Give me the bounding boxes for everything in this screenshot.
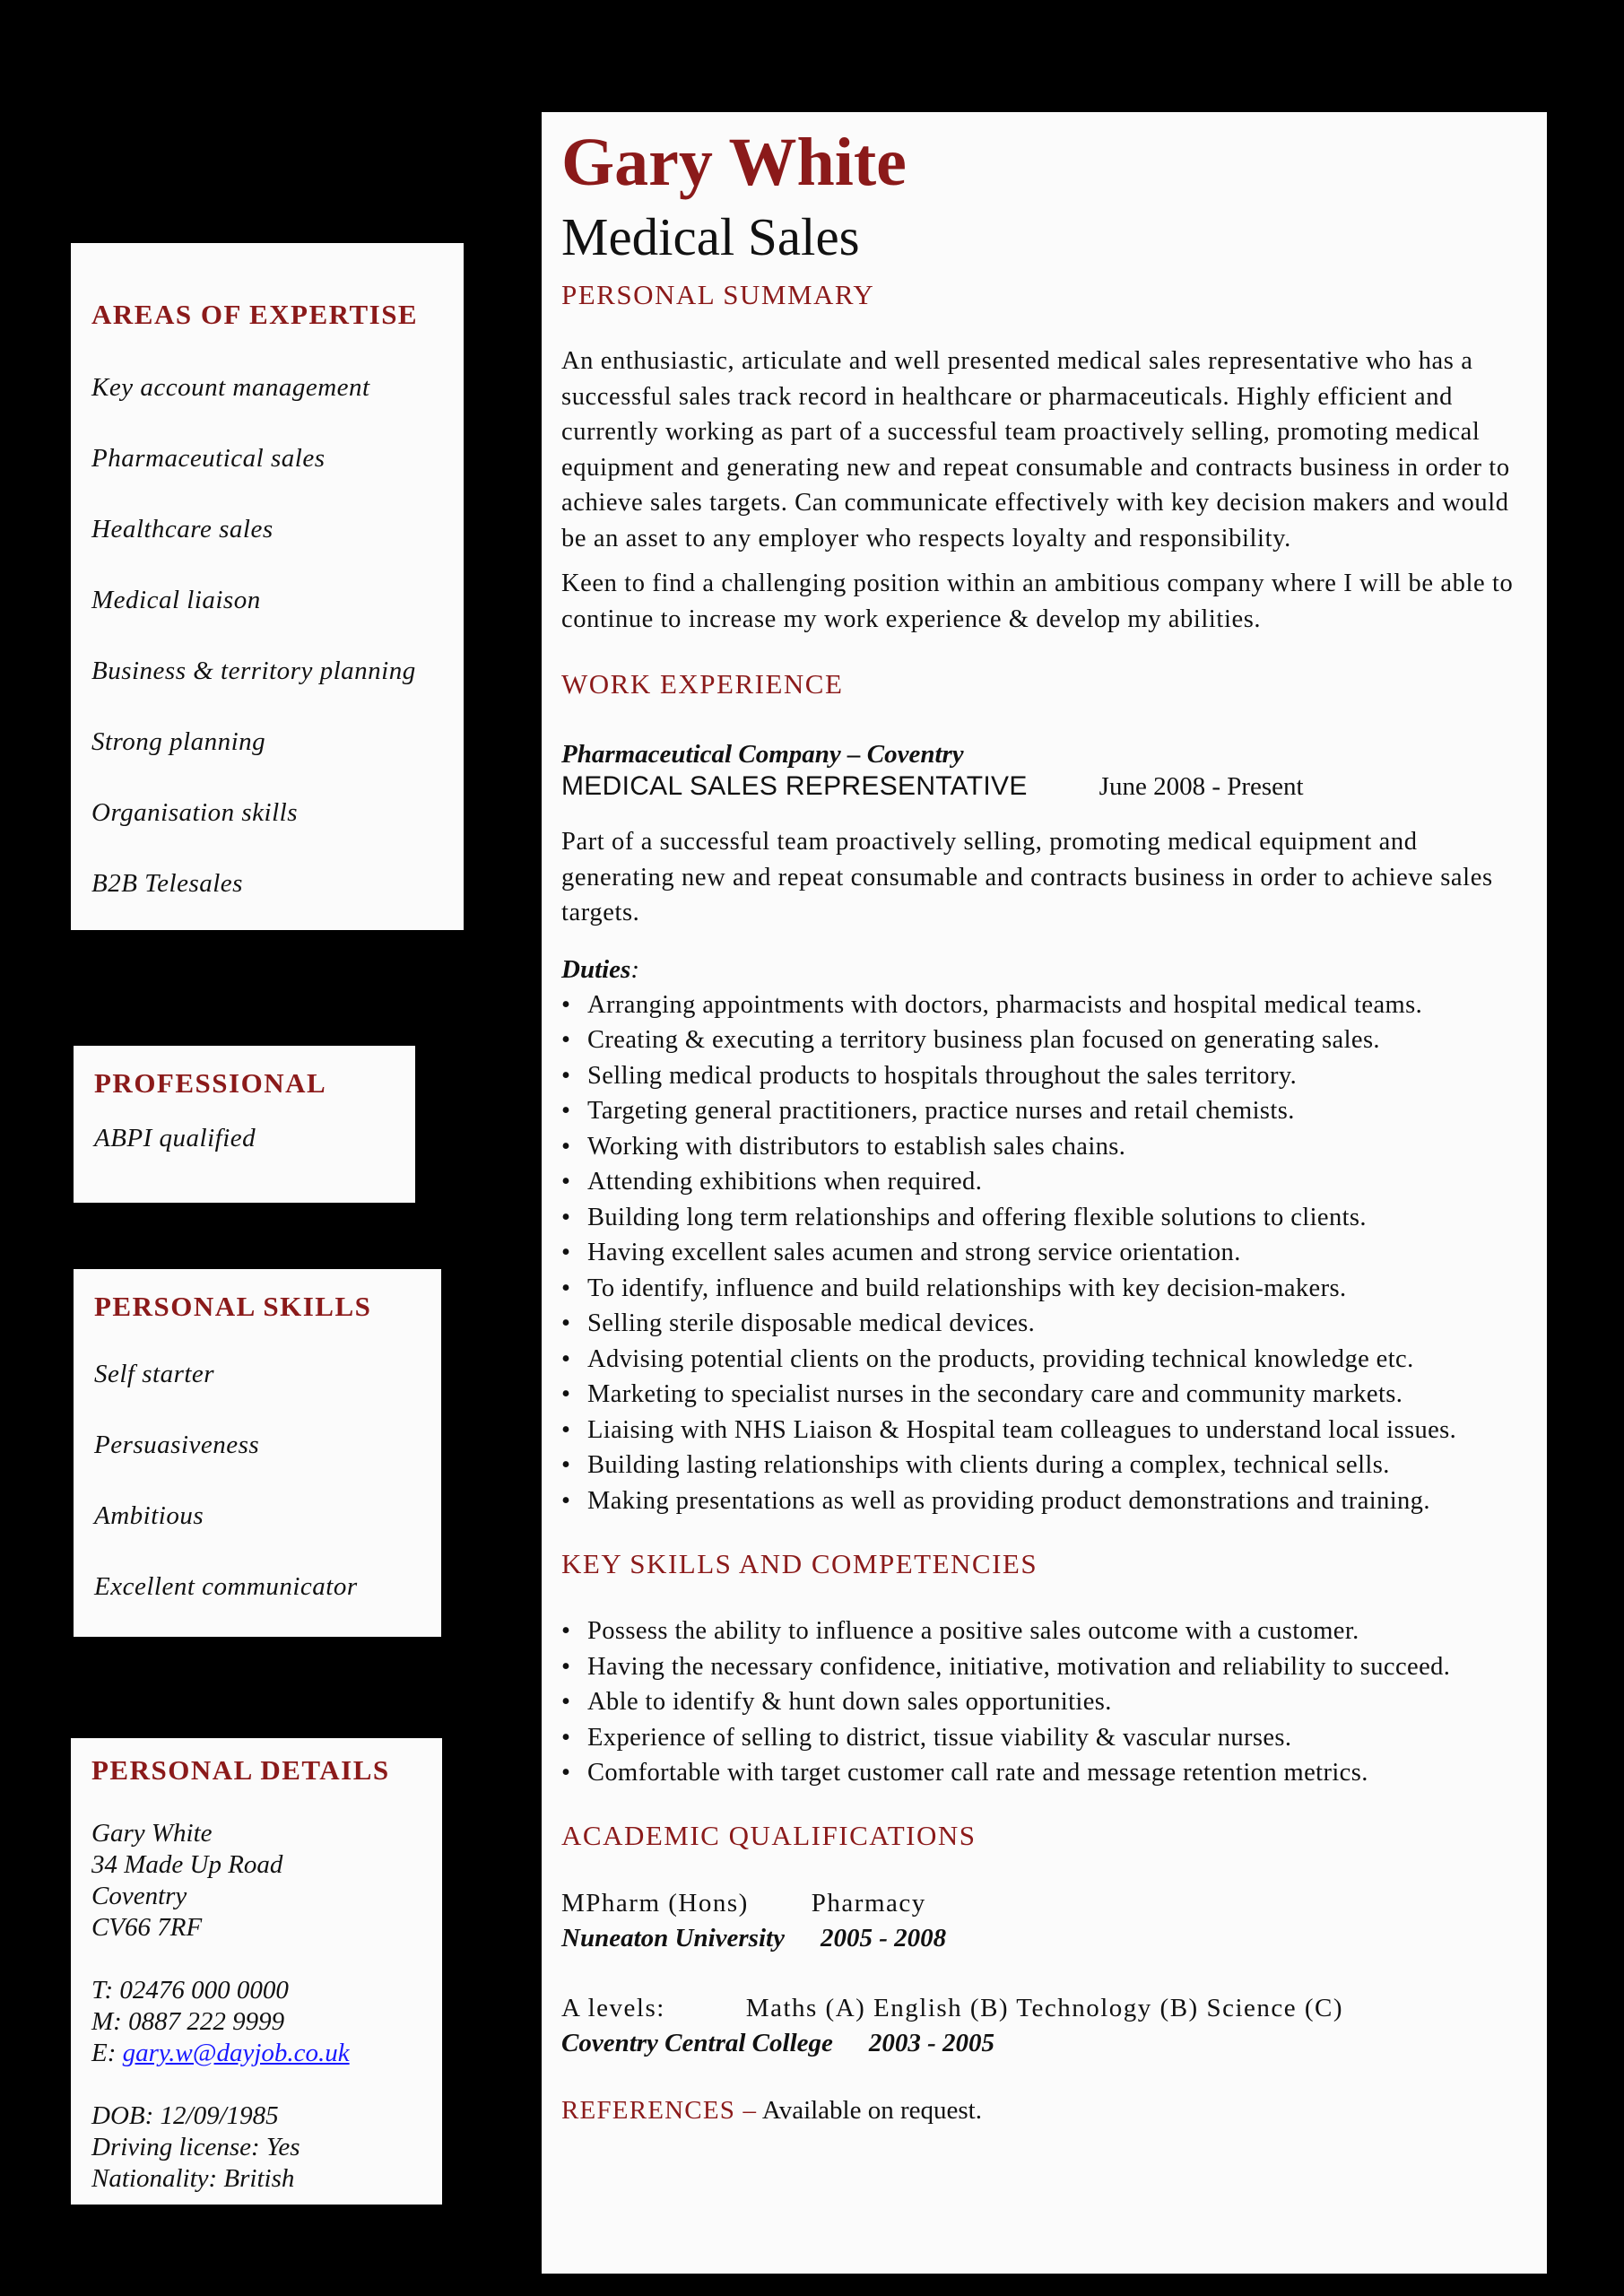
university-name: Nuneaton University (561, 1923, 785, 1952)
duty-item: • Marketing to specialist nurses in the secondary care and community markets. (561, 1377, 1547, 1413)
key-skill-item: • Possess the ability to influence a positive sales outcome with a customer. (561, 1613, 1547, 1649)
details-phone: T: 02476 000 0000 (91, 1976, 289, 2005)
duty-item: • Working with distributors to establish sales chains. (561, 1129, 1547, 1165)
personal-details-panel (71, 1738, 442, 2205)
summary-paragraph: An enthusiastic, articulate and well presented medical sales representative who has a successful sales track record in healthcare or pharmaceuticals. Highly efficient and currently working as part of a successful team proactively selling, promoting medical equipment and generating new and repeat consumable and contracts business in order to achieve sales targets. Can communicate effectively with key decision makers and would be an asset to any employer who respects loyalty and responsibility. (561, 347, 1510, 552)
duty-item: • Creating & executing a territory business plan focused on generating sales. (561, 1022, 1547, 1058)
details-driving: Driving license: Yes (91, 2133, 300, 2161)
expertise-item: Key account management (91, 373, 370, 402)
main-panel (542, 112, 1547, 2274)
duty-item: • Targeting general practitioners, practice nurses and retail chemists. (561, 1093, 1547, 1129)
details-name: Gary White (91, 1819, 213, 1848)
university-years: 2005 - 2008 (820, 1923, 947, 1952)
skill-item: Self starter (94, 1360, 215, 1388)
details-heading: PERSONAL DETAILS (91, 1754, 390, 1786)
duties-label (561, 952, 1547, 987)
details-address-line: 34 Made Up Road (91, 1850, 283, 1879)
summary-paragraph: Keen to find a challenging position within an ambitious company where I will be able to continue to increase my work experience & develop my abilities. (561, 570, 1514, 633)
alevels-label: A levels: (561, 1993, 665, 2022)
details-email-label: E: (91, 2039, 123, 2067)
college-years: 2003 - 2005 (868, 2028, 995, 2057)
key-skill-item: • Having the necessary confidence, initiative, motivation and reliability to succeed. (561, 1649, 1547, 1685)
expertise-item: Healthcare sales (91, 515, 274, 544)
expertise-item: Business & territory planning (91, 657, 416, 685)
role-title: MEDICAL SALES REPRESENTATIVE (561, 771, 1028, 801)
areas-of-expertise-panel (71, 243, 464, 930)
skills-heading: PERSONAL SKILLS (94, 1291, 372, 1322)
experience-heading: WORK EXPERIENCE (561, 668, 844, 700)
skill-item: Ambitious (94, 1501, 204, 1530)
duty-item: • Advising potential clients on the products, providing technical knowledge etc. (561, 1342, 1547, 1378)
duty-item: • Arranging appointments with doctors, pharmacists and hospital medical teams. (561, 987, 1547, 1023)
expertise-item: Organisation skills (91, 798, 298, 827)
key-skill-item: • Able to identify & hunt down sales opportunities. (561, 1684, 1547, 1720)
key-skills-heading: KEY SKILLS AND COMPETENCIES (561, 1548, 1038, 1579)
details-address-line: Coventry (91, 1882, 187, 1910)
duties-label-colon: : (630, 954, 640, 984)
email-link[interactable]: gary.w@dayjob.co.uk (122, 2039, 350, 2067)
role-row (561, 770, 1547, 803)
college-row (561, 2026, 1547, 2061)
skill-item: Excellent communicator (94, 1572, 358, 1601)
duty-item: • Having excellent sales acumen and strong service orientation. (561, 1235, 1547, 1271)
duties-list (561, 987, 1547, 1519)
role-dates: June 2008 - Present (1099, 772, 1304, 801)
expertise-item: Strong planning (91, 727, 266, 756)
degree-row (561, 1886, 1547, 1921)
details-nationality: Nationality: British (91, 2164, 295, 2193)
key-skill-item: • Experience of selling to district, tissue viability & vascular nurses. (561, 1720, 1547, 1756)
role-description: Part of a successful team proactively selling, promoting medical equipment and generating new and repeat consumable and contracts business in order to achieve sales targets. (561, 828, 1493, 926)
duty-item: • Selling medical products to hospitals throughout the sales territory. (561, 1058, 1547, 1094)
professional-panel (74, 1046, 415, 1203)
expertise-item: Medical liaison (91, 586, 261, 614)
professional-heading: PROFESSIONAL (94, 1067, 327, 1099)
skill-item: Persuasiveness (94, 1431, 260, 1459)
expertise-item: B2B Telesales (91, 869, 243, 898)
personal-skills-panel (74, 1269, 441, 1637)
degree-name: MPharm (Hons) (561, 1888, 749, 1918)
job-title: Medical Sales (561, 207, 860, 266)
university-row (561, 1921, 1547, 1956)
professional-item: ABPI qualified (94, 1124, 256, 1152)
details-dob: DOB: 12/09/1985 (91, 2101, 279, 2130)
candidate-name: Gary White (561, 125, 907, 200)
key-skills-list (561, 1613, 1547, 1791)
duty-item: • Building lasting relationships with clients during a complex, technical sells. (561, 1448, 1547, 1483)
summary-heading: PERSONAL SUMMARY (561, 279, 875, 310)
references-label: REFERENCES – (561, 2095, 758, 2125)
duty-item: • To identify, influence and build relationships with key decision-makers. (561, 1271, 1547, 1307)
key-skill-item: • Comfortable with target customer call rate and message retention metrics. (561, 1755, 1547, 1791)
duty-item: • Building long term relationships and offering flexible solutions to clients. (561, 1200, 1547, 1236)
duty-item: • Liaising with NHS Liaison & Hospital team colleagues to understand local issues. (561, 1413, 1547, 1448)
company-name: Pharmaceutical Company – Coventry (561, 740, 964, 769)
alevels-row (561, 1991, 1547, 2026)
details-address-line: CV66 7RF (91, 1913, 203, 1942)
degree-subject: Pharmacy (811, 1888, 926, 1918)
alevels-subjects: Maths (A) English (B) Technology (B) Science (C) (745, 1993, 1344, 2022)
college-name: Coventry Central College (561, 2028, 833, 2057)
expertise-item: Pharmaceutical sales (91, 444, 326, 473)
references-text: Available on request. (761, 2095, 982, 2125)
duty-item: • Attending exhibitions when required. (561, 1164, 1547, 1200)
academic-heading: ACADEMIC QUALIFICATIONS (561, 1819, 977, 1851)
duties-label-text: Duties (561, 954, 631, 984)
expertise-heading: AREAS OF EXPERTISE (91, 299, 419, 330)
details-email-row (91, 2038, 442, 2069)
references-row (561, 2093, 1547, 2128)
duty-item: • Making presentations as well as providing product demonstrations and training. (561, 1483, 1547, 1519)
details-mobile: M: 0887 222 9999 (91, 2007, 285, 2036)
duty-item: • Selling sterile disposable medical devices. (561, 1306, 1547, 1342)
